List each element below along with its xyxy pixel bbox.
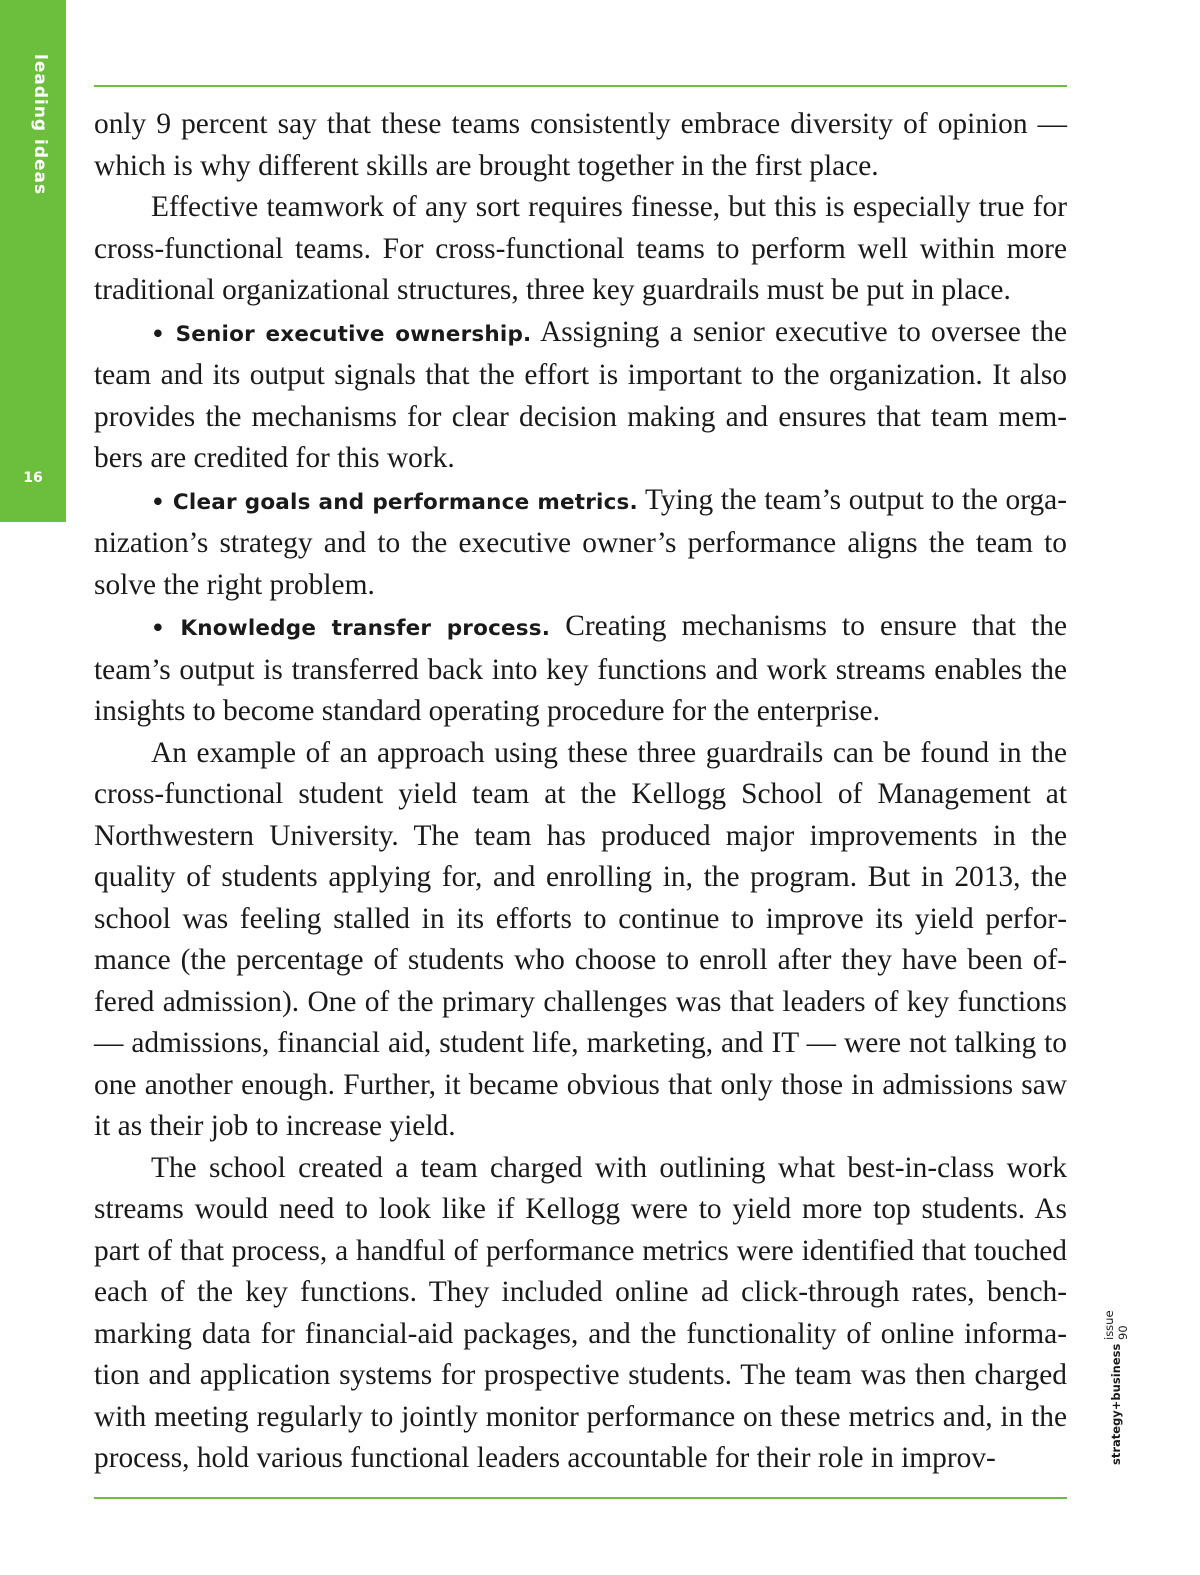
bullet-item <box>94 480 1067 607</box>
publication-footer <box>1099 1305 1133 1465</box>
paragraph: An example of an approach using these three guardrails can be found in the cross-functional student yield team at the Kellogg School of Management at Northwestern University. The team has produced major improvements in the quality of students applying for, and enrolling in, the program. But in 2013, the school was feeling stalled in its efforts to continue to improve its yield performance (the percentage of students who choose to enroll after they have been offered admission). One of the primary challenges was that leaders of key functions — admissions, financial aid, student life, marketing, and IT — were not talking to one another enough. Further, it became obvious that only those in admissions saw it as their job to increase yield. <box>94 736 1067 1142</box>
paragraph: only 9 percent say that these teams consistently embrace diversity of opinion — which is why different skills are brought together in the first place. <box>94 108 1067 182</box>
section-label: leading ideas <box>30 54 50 196</box>
article-body <box>94 104 1067 1480</box>
bullet-text: Tying the team’s output to the organization’s strategy and to the executive owner’s performance aligns the team to solve the right problem. <box>94 483 1067 601</box>
bullet-text: Creating mechanisms to ensure that the team’s output is transferred back into key functions and work streams enables the insights to become standard operating procedure for the enterprise. <box>94 610 1067 727</box>
bullet-text: Assigning a senior executive to oversee the team and its output signals that the effort is important to the organization. It also provides the mechanisms for clear decision making and ensures that team members are credited for this work. <box>94 315 1067 474</box>
paragraph: The school created a team charged with outlining what best-in-class work streams would need to look like if Kellogg were to yield more top students. As part of that process, a handful of performance metrics were identified that touched each of the key functions. They included online ad click-through rates, benchmarking data for financial-aid packages, and the functionality of online information and application systems for prospective students. The team was then charged with meeting regularly to jointly monitor performance on these metrics and, in the process, hold various functional leaders accountable for their role in improv- <box>94 1151 1067 1474</box>
bullet-lead-in: • Senior executive ownership. <box>151 321 532 347</box>
issue-number: issue 90 <box>1102 1310 1130 1341</box>
bullet-item <box>94 606 1067 733</box>
bullet-lead-in: • Clear goals and performance metrics. <box>151 489 638 515</box>
bottom-rule <box>94 1497 1067 1499</box>
top-rule <box>94 85 1067 87</box>
bullet-lead-in: • Knowledge transfer process. <box>151 616 551 641</box>
section-tab <box>0 0 66 522</box>
paragraph: Effective teamwork of any sort requires finesse, but this is especially true for cross-functional teams. For cross-functional teams to perform well within more traditional organizational structures, three key guardrails must be put in place. <box>94 191 1067 306</box>
page-number: 16 <box>23 470 43 486</box>
publication-name: strategy+business <box>1109 1343 1123 1465</box>
bullet-item <box>94 312 1067 480</box>
